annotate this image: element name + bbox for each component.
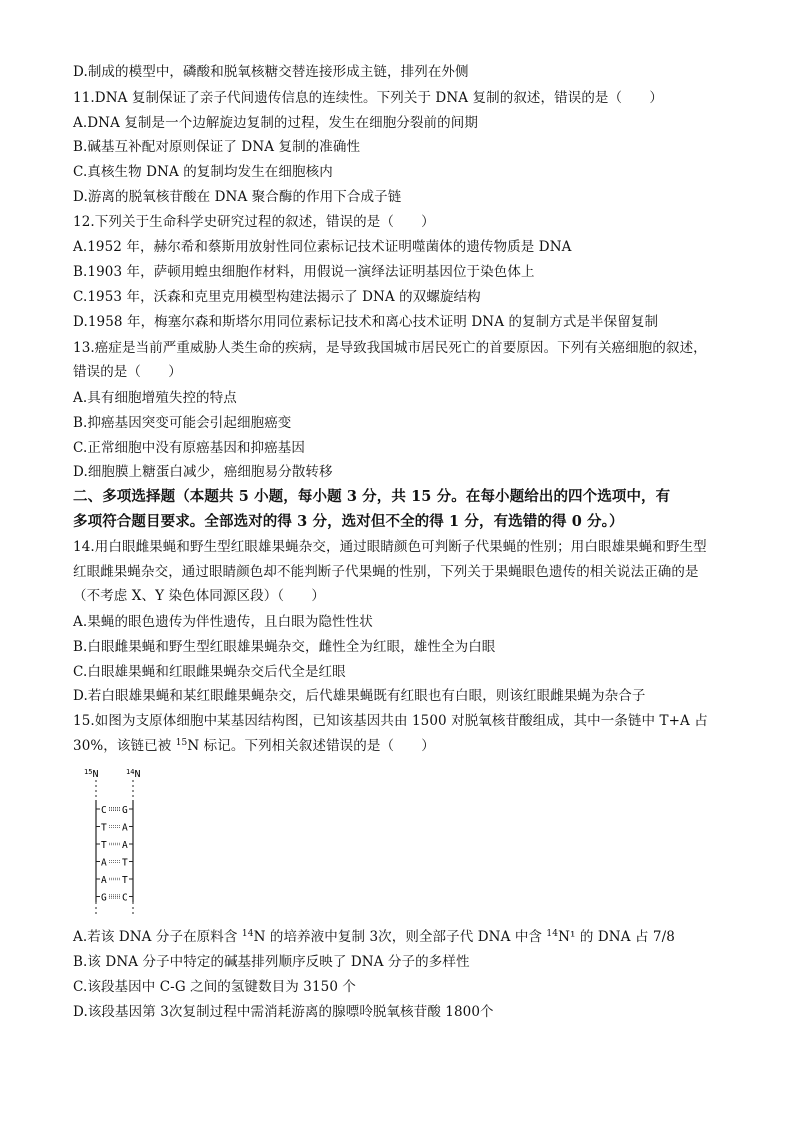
right-base: A — [122, 822, 128, 834]
base-pair — [96, 893, 133, 904]
q15-stem-line2: 30%，该链已被 $^{15}$N 标记。下列相关叙述错误的是（ ） — [73, 738, 435, 754]
base-pair — [96, 875, 133, 886]
left-base: G — [101, 892, 107, 904]
q13-option-b: B.抑癌基因突变可能会引起细胞癌变 — [73, 415, 292, 431]
q12-option-d: D.1958 年，梅塞尔森和斯塔尔用同位素标记技术和离心技术证明 DNA 的复制方式是半保留复制 — [73, 314, 659, 330]
q15-option-d: D.该段基因第 3次复制过程中需消耗游离的腺嘌呤脱氧核苷酸 1800个 — [73, 1004, 494, 1020]
base-pair — [96, 805, 133, 816]
right-base: T — [122, 857, 128, 869]
q14-stem-line1: 14.用白眼雌果蝇和野生型红眼雄果蝇杂交，通过眼睛颜色可判断子代果蝇的性别；用白眼雄果蝇和野生型 — [73, 539, 707, 555]
section2-heading-line1: 二、多项选择题（本题共 5 小题，每小题 3 分，共 15 分。在每小题给出的四个选项中，有 — [73, 488, 671, 505]
base-pairs — [96, 805, 133, 904]
base-pair — [96, 823, 133, 834]
q13-stem-line1: 13.癌症是当前严重威胁人类生命的疾病，是导致我国城市居民死亡的首要原因。下列有关癌细胞的叙述， — [73, 340, 707, 356]
label-14n: $^{14}$N — [126, 768, 141, 780]
q13-option-d: D.细胞膜上糖蛋白减少，癌细胞易分散转移 — [73, 464, 333, 480]
left-base: T — [101, 840, 107, 851]
q12-option-a: A.1952 年，赫尔希和蔡斯用放射性同位素标记技术证明噬菌体的遗传物质是 DNA — [73, 239, 572, 255]
q13-stem-line2: 错误的是（ ） — [73, 364, 182, 380]
right-base: T — [122, 875, 128, 886]
q12-option-b: B.1903 年，萨顿用蝗虫细胞作材料，用假说一演绎法证明基因位于染色体上 — [73, 264, 535, 280]
q14-stem-line3: （不考虑 X、Y 染色体同源区段）（ ） — [73, 588, 325, 604]
left-base: C — [101, 805, 107, 816]
right-base: C — [122, 892, 128, 904]
q14-option-a: A.果蝇的眼色遗传为伴性遗传，且白眼为隐性性状 — [73, 614, 373, 630]
dna-structure-figure — [82, 766, 182, 916]
q12-option-c: C.1953 年，沃森和克里克用模型构建法揭示了 DNA 的双螺旋结构 — [73, 289, 481, 305]
q10-option-d: D.制成的模型中，磷酸和脱氧核糖交替连接形成主链，排列在外侧 — [73, 64, 469, 80]
q15-option-a: A.若该 DNA 分子在原料含 $^{14}$N 的培养液中复制 3次，则全部子代 DNA 中含 $^{14}$N¹ 的 DNA 占 7/8 — [73, 929, 675, 945]
base-pair — [96, 858, 133, 869]
q11-option-b: B.碱基互补配对原则保证了 DNA 复制的准确性 — [73, 139, 361, 155]
q13-option-a: A.具有细胞增殖失控的特点 — [73, 390, 237, 406]
q14-option-b: B.白眼雌果蝇和野生型红眼雄果蝇杂交，雌性全为红眼，雄性全为白眼 — [73, 639, 496, 655]
q14-stem-line2: 红眼雌果蝇杂交，通过眼睛颜色却不能判断子代果蝇的性别，下列关于果蝇眼色遗传的相关说法正确的是 — [73, 564, 699, 580]
q11-option-a: A.DNA 复制是一个边解旋边复制的过程，发生在细胞分裂前的间期 — [73, 115, 478, 131]
q13-option-c: C.正常细胞中没有原癌基因和抑癌基因 — [73, 440, 305, 456]
q15-option-b: B.该 DNA 分子中特定的碱基排列顺序反映了 DNA 分子的多样性 — [73, 954, 470, 970]
q15-stem-line1: 15.如图为支原体细胞中某基因结构图，已知该基因共由 1500 对脱氧核苷酸组成，其中一条链中 T+A 占 — [73, 713, 708, 729]
left-base: A — [101, 875, 107, 886]
q12-stem: 12.下列关于生命科学史研究过程的叙述，错误的是（ ） — [73, 214, 435, 230]
q14-option-d: D.若白眼雄果蝇和某红眼雌果蝇杂交，后代雄果蝇既有红眼也有白眼，则该红眼雌果蝇为杂合子 — [73, 688, 646, 704]
left-base: A — [101, 857, 107, 869]
q11-option-c: C.真核生物 DNA 的复制均发生在细胞核内 — [73, 164, 333, 180]
left-base: T — [101, 822, 107, 834]
label-15n: $^{15}$N — [84, 768, 99, 780]
right-base: G — [122, 805, 128, 816]
section2-heading-line2: 多项符合题目要求。全部选对的得 3 分，选对但不全的得 1 分，有选错的得 0 分。） — [73, 513, 624, 530]
right-base: A — [122, 840, 128, 851]
q14-option-c: C.白眼雄果蝇和红眼雌果蝇杂交后代全是红眼 — [73, 664, 346, 680]
q11-stem: 11.DNA 复制保证了亲子代间遗传信息的连续性。下列关于 DNA 复制的叙述，错误的是（ ） — [73, 90, 663, 106]
q15-option-c: C.该段基因中 C-G 之间的氢键数目为 3150 个 — [73, 979, 357, 995]
base-pair — [96, 840, 133, 851]
q11-option-d: D.游离的脱氧核苷酸在 DNA 聚合酶的作用下合成子链 — [73, 189, 402, 205]
